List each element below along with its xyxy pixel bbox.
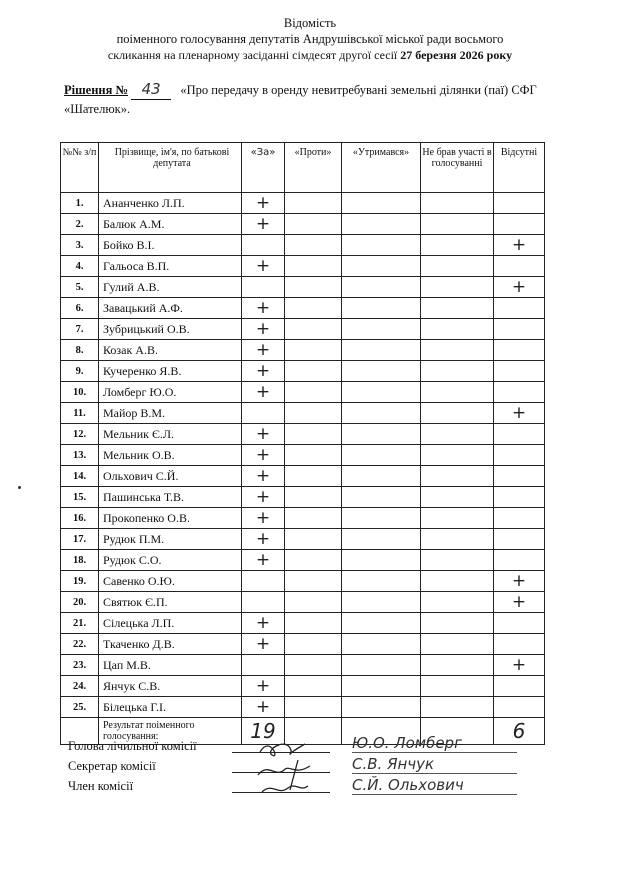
- row-absent: [494, 214, 545, 235]
- row-abstain: [342, 487, 421, 508]
- table-row: [61, 298, 545, 319]
- row-against: [285, 550, 342, 571]
- row-absent: [494, 634, 545, 655]
- header-num: №№ з/п: [61, 143, 99, 193]
- session-date: 27 березня 2026 року: [400, 48, 513, 62]
- table-row: [61, 466, 545, 487]
- result-label: Результат поіменного голосування:: [99, 718, 242, 745]
- row-abstain: [342, 403, 421, 424]
- row-num: 16.: [61, 508, 99, 529]
- row-not-voted: [421, 235, 494, 256]
- row-abstain: [342, 298, 421, 319]
- table-row: [61, 529, 545, 550]
- row-name: Завацький А.Ф.: [99, 298, 242, 319]
- row-name: Балюк А.М.: [99, 214, 242, 235]
- row-abstain: [342, 571, 421, 592]
- row-name: Гальоса В.П.: [99, 256, 242, 277]
- table-row: [61, 676, 545, 697]
- decision-line: [64, 80, 584, 119]
- row-absent: +: [494, 235, 545, 256]
- row-absent: [494, 319, 545, 340]
- row-against: [285, 193, 342, 214]
- header-not-voted: Не брав участі в голосуванні: [421, 143, 494, 193]
- row-against: [285, 634, 342, 655]
- secretary-label: Секретар комісії: [68, 759, 156, 773]
- row-num: 11.: [61, 403, 99, 424]
- row-against: [285, 319, 342, 340]
- row-name: Ольхович С.Й.: [99, 466, 242, 487]
- row-against: [285, 676, 342, 697]
- header-for: «За»: [242, 143, 285, 193]
- row-num: 13.: [61, 445, 99, 466]
- row-not-voted: [421, 571, 494, 592]
- row-name: Мельник Є.Л.: [99, 424, 242, 445]
- row-abstain: [342, 361, 421, 382]
- row-absent: [494, 529, 545, 550]
- row-num: 22.: [61, 634, 99, 655]
- row-not-voted: [421, 592, 494, 613]
- row-for: +: [242, 424, 285, 445]
- row-absent: +: [494, 403, 545, 424]
- row-num: 23.: [61, 655, 99, 676]
- table-row: [61, 571, 545, 592]
- row-not-voted: [421, 697, 494, 718]
- session-text: скликання на пленарному засіданні сімдесят другої сесії: [107, 48, 398, 62]
- row-name: Майор В.М.: [99, 403, 242, 424]
- row-not-voted: [421, 487, 494, 508]
- row-against: [285, 571, 342, 592]
- row-against: [285, 466, 342, 487]
- row-for: +: [242, 319, 285, 340]
- table-row: [61, 256, 545, 277]
- signatures-block: [68, 736, 197, 796]
- row-num: 14.: [61, 466, 99, 487]
- row-for: +: [242, 466, 285, 487]
- row-against: [285, 361, 342, 382]
- result-for: 19: [242, 718, 285, 745]
- row-absent: [494, 382, 545, 403]
- row-for: +: [242, 676, 285, 697]
- row-against: [285, 445, 342, 466]
- table-row: [61, 613, 545, 634]
- row-name: Ткаченко Д.В.: [99, 634, 242, 655]
- row-abstain: [342, 634, 421, 655]
- row-not-voted: [421, 256, 494, 277]
- table-row: [61, 508, 545, 529]
- row-abstain: [342, 256, 421, 277]
- row-absent: [494, 193, 545, 214]
- row-name: Бойко В.І.: [99, 235, 242, 256]
- row-name: Білецька Г.І.: [99, 697, 242, 718]
- row-num: 7.: [61, 319, 99, 340]
- doc-title: Відомість: [283, 16, 337, 30]
- row-num: 10.: [61, 382, 99, 403]
- row-name: Пашинська Т.В.: [99, 487, 242, 508]
- row-name: Рудюк П.М.: [99, 529, 242, 550]
- table-row: [61, 214, 545, 235]
- decision-label: Рішення №: [64, 83, 129, 97]
- row-not-voted: [421, 214, 494, 235]
- row-name: Зубрицький О.В.: [99, 319, 242, 340]
- row-not-voted: [421, 382, 494, 403]
- handwritten-signatures: [250, 730, 330, 800]
- row-name: Цап М.В.: [99, 655, 242, 676]
- row-for: [242, 277, 285, 298]
- row-for: +: [242, 298, 285, 319]
- row-num: 15.: [61, 487, 99, 508]
- row-for: +: [242, 193, 285, 214]
- chair-name: Ю.О. Ломберг: [352, 734, 517, 753]
- row-abstain: [342, 382, 421, 403]
- row-against: [285, 508, 342, 529]
- doc-subtitle: поіменного голосування депутатів Андрушівської міської ради восьмого: [116, 32, 504, 46]
- row-for: +: [242, 529, 285, 550]
- table-row: [61, 487, 545, 508]
- row-abstain: [342, 613, 421, 634]
- row-name: Ломберг Ю.О.: [99, 382, 242, 403]
- row-abstain: [342, 445, 421, 466]
- row-absent: [494, 424, 545, 445]
- row-absent: [494, 466, 545, 487]
- row-not-voted: [421, 298, 494, 319]
- row-for: +: [242, 445, 285, 466]
- decision-text: «Про передачу в оренду невитребувані земельні ділянки (паї) СФГ «Шателюк».: [64, 83, 537, 116]
- row-num: 12.: [61, 424, 99, 445]
- row-num: 8.: [61, 340, 99, 361]
- row-abstain: [342, 550, 421, 571]
- row-for: [242, 592, 285, 613]
- table-row: [61, 634, 545, 655]
- row-abstain: [342, 508, 421, 529]
- row-against: [285, 256, 342, 277]
- row-abstain: [342, 319, 421, 340]
- row-not-voted: [421, 466, 494, 487]
- row-abstain: [342, 592, 421, 613]
- row-absent: +: [494, 592, 545, 613]
- row-num: 19.: [61, 571, 99, 592]
- row-against: [285, 298, 342, 319]
- row-not-voted: [421, 277, 494, 298]
- doc-subtitle-session: [0, 48, 620, 63]
- row-not-voted: [421, 508, 494, 529]
- row-against: [285, 487, 342, 508]
- row-absent: +: [494, 571, 545, 592]
- result-absent: 6: [494, 718, 545, 745]
- row-num: 17.: [61, 529, 99, 550]
- row-for: +: [242, 550, 285, 571]
- row-name: Прокопенко О.В.: [99, 508, 242, 529]
- row-absent: +: [494, 655, 545, 676]
- row-for: [242, 655, 285, 676]
- row-num: 1.: [61, 193, 99, 214]
- row-name: Янчук С.В.: [99, 676, 242, 697]
- row-absent: [494, 508, 545, 529]
- row-for: +: [242, 697, 285, 718]
- row-absent: [494, 487, 545, 508]
- row-absent: [494, 340, 545, 361]
- table-row: [61, 592, 545, 613]
- table-row: [61, 445, 545, 466]
- row-name: Рудюк С.О.: [99, 550, 242, 571]
- row-num: 9.: [61, 361, 99, 382]
- header-against: «Проти»: [285, 143, 342, 193]
- row-num: 18.: [61, 550, 99, 571]
- row-name: Святюк Є.П.: [99, 592, 242, 613]
- row-abstain: [342, 655, 421, 676]
- row-absent: [494, 298, 545, 319]
- row-absent: [494, 256, 545, 277]
- decision-number: 43: [131, 80, 171, 100]
- row-abstain: [342, 466, 421, 487]
- row-num: 21.: [61, 613, 99, 634]
- row-against: [285, 382, 342, 403]
- row-abstain: [342, 214, 421, 235]
- table-row: [61, 697, 545, 718]
- row-name: Козак А.В.: [99, 340, 242, 361]
- row-against: [285, 592, 342, 613]
- table-row: [61, 193, 545, 214]
- row-abstain: [342, 340, 421, 361]
- member-label: Член комісії: [68, 779, 134, 793]
- scan-dot: [18, 486, 21, 489]
- row-abstain: [342, 529, 421, 550]
- row-not-voted: [421, 361, 494, 382]
- row-not-voted: [421, 634, 494, 655]
- row-for: +: [242, 382, 285, 403]
- row-not-voted: [421, 403, 494, 424]
- row-name: Сілецька Л.П.: [99, 613, 242, 634]
- row-num: 5.: [61, 277, 99, 298]
- row-against: [285, 403, 342, 424]
- table-row: [61, 424, 545, 445]
- row-not-voted: [421, 655, 494, 676]
- row-not-voted: [421, 193, 494, 214]
- row-against: [285, 655, 342, 676]
- row-num: 20.: [61, 592, 99, 613]
- row-against: [285, 613, 342, 634]
- row-absent: [494, 697, 545, 718]
- table-row: [61, 340, 545, 361]
- row-against: [285, 697, 342, 718]
- row-not-voted: [421, 550, 494, 571]
- row-for: +: [242, 214, 285, 235]
- row-absent: [494, 361, 545, 382]
- row-name: Гулий А.В.: [99, 277, 242, 298]
- header-abstain: «Утримався»: [342, 143, 421, 193]
- row-for: [242, 571, 285, 592]
- row-against: [285, 277, 342, 298]
- row-for: +: [242, 256, 285, 277]
- header-name: Прізвище, ім'я, по батькові депутата: [99, 143, 242, 193]
- row-not-voted: [421, 445, 494, 466]
- row-for: +: [242, 613, 285, 634]
- row-num: 2.: [61, 214, 99, 235]
- voting-table: [60, 142, 545, 745]
- row-for: [242, 235, 285, 256]
- row-against: [285, 214, 342, 235]
- row-absent: [494, 445, 545, 466]
- table-row: [61, 235, 545, 256]
- row-name: Мельник О.В.: [99, 445, 242, 466]
- table-row: [61, 277, 545, 298]
- row-abstain: [342, 235, 421, 256]
- row-for: [242, 403, 285, 424]
- table-row: [61, 655, 545, 676]
- row-num: 6.: [61, 298, 99, 319]
- row-for: +: [242, 634, 285, 655]
- row-abstain: [342, 676, 421, 697]
- row-num: 4.: [61, 256, 99, 277]
- header-absent: Відсутні: [494, 143, 545, 193]
- row-name: Савенко О.Ю.: [99, 571, 242, 592]
- row-not-voted: [421, 340, 494, 361]
- row-not-voted: [421, 529, 494, 550]
- row-for: +: [242, 508, 285, 529]
- row-num: 24.: [61, 676, 99, 697]
- row-absent: [494, 550, 545, 571]
- row-not-voted: [421, 424, 494, 445]
- table-row: [61, 403, 545, 424]
- table-row: [61, 319, 545, 340]
- row-abstain: [342, 424, 421, 445]
- table-row: [61, 550, 545, 571]
- row-for: +: [242, 487, 285, 508]
- row-against: [285, 235, 342, 256]
- row-not-voted: [421, 676, 494, 697]
- row-for: +: [242, 361, 285, 382]
- row-name: Кучеренко Я.В.: [99, 361, 242, 382]
- row-for: +: [242, 340, 285, 361]
- row-not-voted: [421, 319, 494, 340]
- row-absent: [494, 613, 545, 634]
- row-absent: [494, 676, 545, 697]
- table-header-row: [61, 143, 545, 193]
- row-name: Ананченко Л.П.: [99, 193, 242, 214]
- row-against: [285, 340, 342, 361]
- row-against: [285, 424, 342, 445]
- table-row: [61, 382, 545, 403]
- row-not-voted: [421, 613, 494, 634]
- row-abstain: [342, 277, 421, 298]
- row-num: 3.: [61, 235, 99, 256]
- row-abstain: [342, 193, 421, 214]
- table-row: [61, 361, 545, 382]
- secretary-name: С.В. Янчук: [352, 755, 517, 774]
- row-abstain: [342, 697, 421, 718]
- chair-label: Голова лічильної комісії: [68, 739, 197, 753]
- row-num: 25.: [61, 697, 99, 718]
- member-name: С.Й. Ольхович: [352, 776, 517, 795]
- row-absent: +: [494, 277, 545, 298]
- row-against: [285, 529, 342, 550]
